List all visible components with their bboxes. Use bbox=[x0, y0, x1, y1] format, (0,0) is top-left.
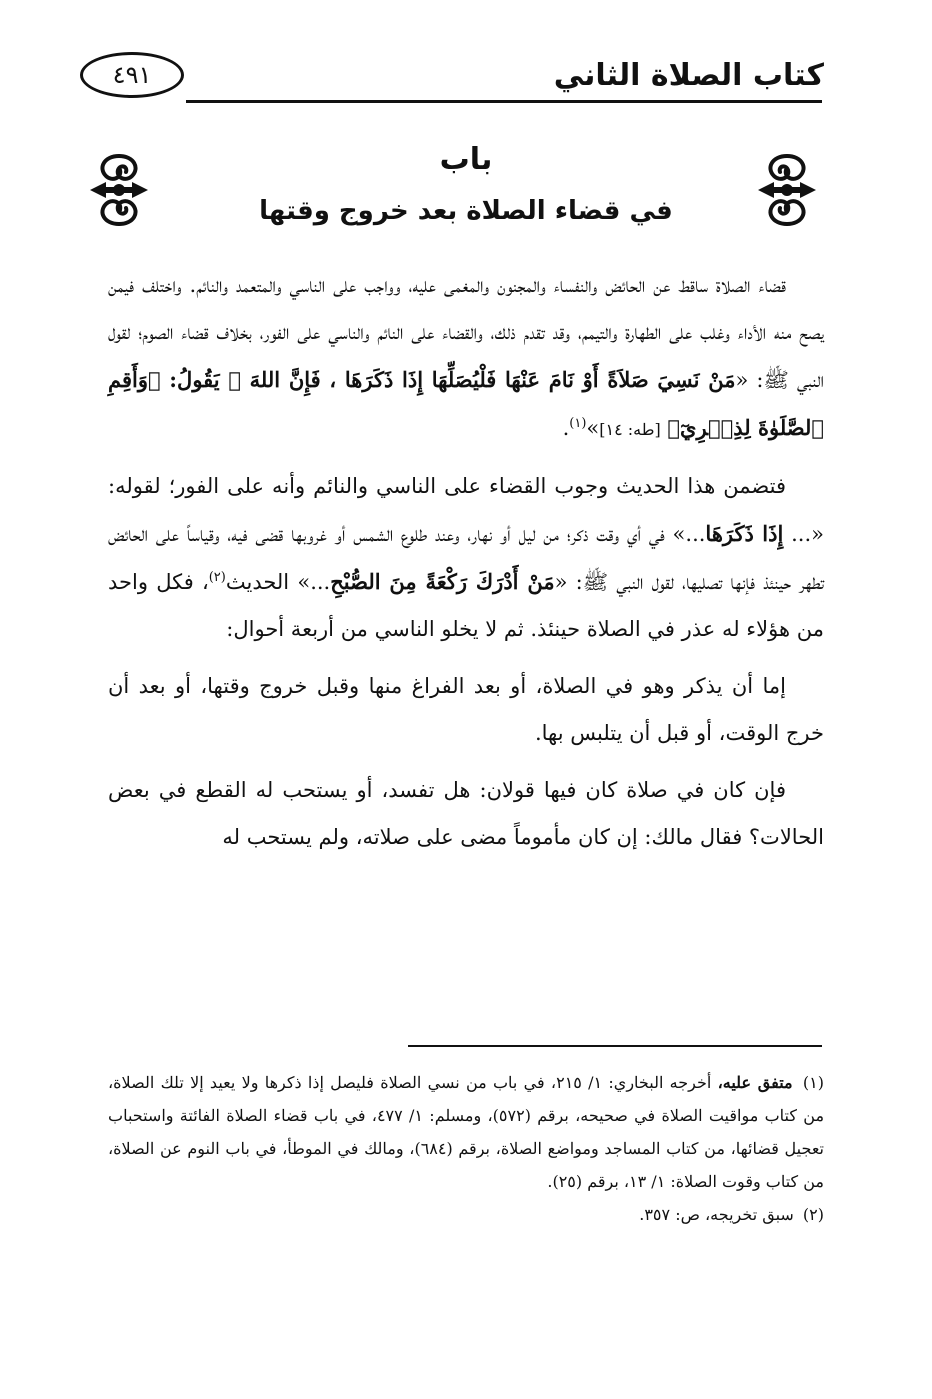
paragraph-text: ، فكل واحد من هؤلاء له عذر في الصلاة حينئذ. ثم لا يخلو الناسي من أربعة أحوال: bbox=[108, 570, 824, 641]
main-text bbox=[108, 262, 824, 861]
paragraph bbox=[108, 463, 824, 653]
footnote-bold: متفق عليه، bbox=[717, 1073, 793, 1092]
hadith-quote: مَنْ نَسِيَ صَلاَةً أَوْ نَامَ عَنْهَا فَلْيُصَلِّهَا إِذَا ذَكَرَهَا ، فَإِنَّ اللهَ ﷻ يَقُولُ: ﴿وَأَقِمِ ٱلصَّلَوٰةَ لِذِكۡرِيٓ﴾ bbox=[108, 367, 824, 440]
footnote-ref: (٢) bbox=[208, 570, 226, 585]
quran-citation: [طه: ١٤] bbox=[599, 420, 661, 439]
footnote-number: (١) bbox=[802, 1073, 824, 1092]
paragraph-text: ...» الحديث bbox=[225, 570, 331, 594]
page-number-frame bbox=[80, 52, 184, 98]
footnotes bbox=[108, 1066, 824, 1231]
running-title: كتاب الصلاة الثاني bbox=[553, 58, 824, 93]
footnote-rule bbox=[408, 1045, 822, 1047]
paragraph-text: ...» في أي وقت ذكر؛ من ليل أو نهار، وعند طلوع الشمس أو غروبها قضى فيه، وقياساً على الحائض تطهر حينئذ فإنها تصليها، لقول النبي ﷺ: « bbox=[108, 522, 825, 594]
footnote-ref: (١) bbox=[569, 416, 587, 431]
chapter-label: باب bbox=[439, 142, 493, 177]
hadith-quote: إِذَا ذَكَرَهَا bbox=[705, 521, 784, 546]
paragraph-end: . bbox=[562, 416, 570, 440]
paragraph-text: قضاء الصلاة ساقط عن الحائض والنفساء والمجنون والمغمى عليه، وواجب على الناسي والمتعمد والنائم. واختلف فيمن يصح منه الأداء وغلب على الطهارة والتيمم، وقد تقدم ذلك، والقضاء على النائم والناسي على الفور، بخلاف قضاء الصوم؛ لقول النبي ﷺ: « bbox=[108, 273, 824, 392]
quote-close: » bbox=[586, 416, 600, 440]
footnote-number: (٢) bbox=[802, 1205, 824, 1224]
footnote-text: أخرجه البخاري: ١/ ٢١٥، في باب من نسي الصلاة فليصل إذا ذكرها ولا يعيد إلا تلك الصلاة، من كتاب مواقيت الصلاة في صحيحه، برقم (٥٧٢)، ومسلم: ١/ ٤٧٧، في باب قضاء الصلاة الفائتة واستحباب تعجيل قضائها، من كتاب المساجد ومواضع الصلاة، برقم (٦٨٤)، ومالك في الموطأ، في باب النوم عن الصلاة، من كتاب وقوت الصلاة: ١/ ١٣، برقم (٢٥). bbox=[108, 1073, 825, 1191]
header-rule bbox=[186, 100, 822, 103]
paragraph bbox=[108, 262, 824, 453]
paragraph-text: فتضمن هذا الحديث وجوب القضاء على الناسي والنائم وأنه على الفور؛ لقوله: «... bbox=[108, 474, 824, 546]
page-number: ٤٩١ bbox=[112, 61, 152, 89]
paragraph: إما أن يذكر وهو في الصلاة، أو بعد الفراغ منها وقبل خروج وقتها، أو بعد أن خرج الوقت، أو قبل أن يتلبس بها. bbox=[108, 674, 824, 745]
footnote-text: سبق تخريجه، ص: ٣٥٧. bbox=[639, 1205, 794, 1224]
paragraph: فإن كان في صلاة كان فيها قولان: هل تفسد، أو يستحب له القطع في بعض الحالات؟ فقال مالك: إن كان مأموماً مضى على صلاته، ولم يستحب له bbox=[108, 778, 824, 849]
footnote bbox=[108, 1198, 824, 1231]
hadith-quote: مَنْ أَدْرَكَ رَكْعَةً مِنَ الصُّبْحِ bbox=[330, 569, 555, 594]
chapter-title: في قضاء الصلاة بعد خروج وقتها bbox=[259, 196, 673, 226]
footnote bbox=[108, 1066, 824, 1198]
